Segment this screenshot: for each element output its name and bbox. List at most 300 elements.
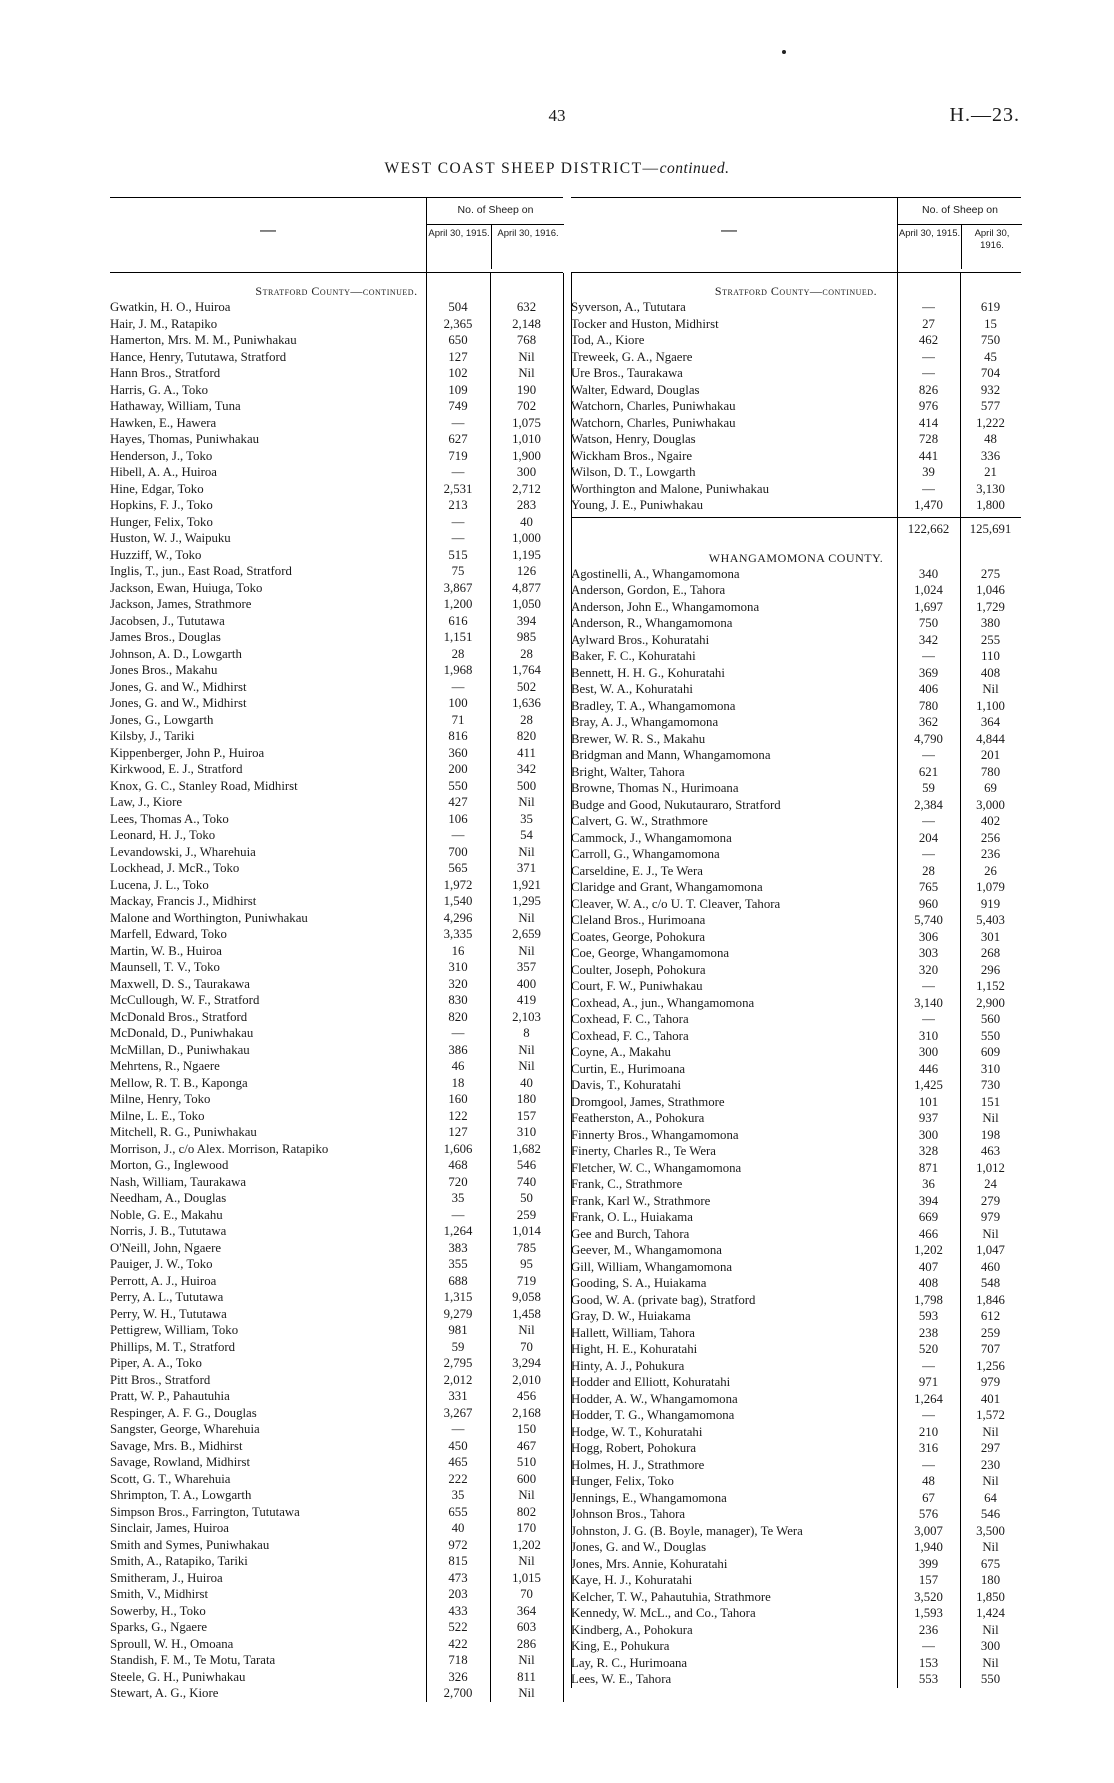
table-row	[110, 646, 563, 663]
sheep-1915: 3,520	[914, 1589, 943, 1604]
table-row	[110, 1339, 563, 1356]
holder-name: Tocker and Huston, Midhirst	[571, 316, 719, 331]
sheep-1916: 609	[980, 1045, 1001, 1059]
sheep-1915: 700	[448, 844, 468, 859]
sheep-1916: 2,148	[512, 316, 541, 331]
sheep-1916: 2,712	[512, 481, 541, 496]
holder-name: Jones, G., Lowgarth	[110, 712, 214, 727]
sheep-1915: 446	[918, 1061, 939, 1076]
table-row	[110, 1174, 563, 1191]
holder-name: Holmes, H. J., Strathmore	[571, 1457, 705, 1472]
sheep-1916: 408	[980, 665, 1001, 680]
sheep-1916: 371	[516, 861, 537, 875]
holder-name: McMillan, D., Puniwhakau	[110, 1042, 250, 1057]
holder-name: Frank, O. L., Huiakama	[571, 1210, 693, 1224]
sheep-1915: 1,470	[914, 498, 943, 512]
holder-name: Hallett, William, Tahora	[571, 1325, 695, 1340]
sheep-1915: 355	[448, 1257, 468, 1271]
sheep-1916: 64	[984, 1490, 997, 1505]
holder-name: Curtin, E., Hurimoana	[571, 1061, 686, 1076]
table-row	[571, 1358, 1021, 1375]
sheep-1915: 303	[918, 946, 939, 960]
table-row	[571, 431, 1021, 448]
holder-name: Gooding, S. A., Huiakama	[571, 1276, 707, 1290]
holder-name: Mehrtens, R., Ngaere	[110, 1059, 220, 1073]
table-row	[110, 778, 563, 795]
sheep-1916: 750	[980, 333, 1001, 347]
sheep-1916: 456	[516, 1389, 537, 1403]
sheep-1915: —	[451, 1026, 465, 1040]
sheep-1916: 919	[980, 896, 1001, 911]
holder-name: Aylward Bros., Kohuratahi	[571, 632, 710, 647]
table-row	[571, 1638, 1021, 1655]
holder-name: Jones, G. and W., Midhirst	[110, 679, 247, 694]
holder-name: Lay, R. C., Hurimoana	[571, 1655, 688, 1670]
table-row	[571, 1539, 1021, 1556]
table-row	[110, 761, 563, 778]
sheep-1916: 707	[980, 1342, 1001, 1356]
sheep-1916: 612	[980, 1309, 1001, 1323]
sheep-1916: 463	[980, 1144, 1001, 1158]
holder-name: Kennedy, W. McL., and Co., Tahora	[571, 1606, 756, 1620]
table-row	[110, 1273, 563, 1290]
sheep-1916: Nil	[518, 1323, 535, 1337]
table-row	[571, 1127, 1021, 1144]
table-row	[110, 1223, 563, 1240]
holder-name: Sowerby, H., Toko	[110, 1603, 206, 1618]
holder-name: Anderson, R., Whangamomona	[571, 616, 733, 630]
table-row	[110, 877, 563, 894]
sheep-1915: 826	[918, 382, 939, 397]
sheep-1915: 1,972	[443, 877, 473, 892]
table-row	[571, 1308, 1021, 1325]
holder-name: Perry, A. L., Tututawa	[110, 1290, 224, 1304]
sheep-1915: 160	[448, 1092, 468, 1106]
sheep-1916: 460	[980, 1259, 1001, 1274]
sheep-1916: 560	[980, 1012, 1001, 1026]
holder-name: Hunger, Felix, Toko	[571, 1474, 674, 1488]
sheep-1915: 383	[448, 1240, 468, 1255]
sheep-1915: 1,264	[914, 1391, 943, 1406]
sheep-1915: 106	[448, 811, 468, 826]
table-row	[110, 1190, 563, 1207]
holder-name: Steele, G. H., Puniwhakau	[110, 1669, 246, 1684]
holder-name: Hodder, A. W., Whangamomona	[571, 1391, 738, 1406]
sheep-1916: 40	[520, 1075, 533, 1090]
holder-name: Sangster, George, Wharehuia	[110, 1422, 260, 1436]
holder-name: Jones, G. and W., Douglas	[571, 1540, 707, 1554]
sheep-1916: 780	[980, 764, 1001, 779]
sheep-1916: 1,846	[976, 1292, 1005, 1307]
sheep-1916: 402	[980, 814, 1001, 828]
holder-name: Savage, Rowland, Midhirst	[110, 1455, 251, 1469]
sheep-1915: —	[451, 1207, 465, 1222]
holder-name: Watson, Henry, Douglas	[571, 432, 696, 446]
table-row	[571, 813, 1021, 830]
sheep-1916: 70	[520, 1587, 533, 1601]
table-row	[571, 1292, 1021, 1309]
holder-name: Kindberg, A., Pohokura	[571, 1622, 693, 1637]
holder-name: McDonald, D., Puniwhakau	[110, 1026, 254, 1040]
sheep-1915: 407	[918, 1259, 939, 1274]
sheep-1916: 190	[516, 382, 537, 397]
holder-name: Johnson Bros., Tahora	[571, 1507, 686, 1521]
sheep-1916: 268	[980, 946, 1001, 960]
holder-name: Pitt Bros., Stratford	[110, 1372, 211, 1387]
table-row	[110, 1388, 563, 1405]
sheep-1916: 1,046	[976, 583, 1005, 597]
table-row	[571, 1275, 1021, 1292]
county-heading: Stratford County—continued.	[714, 284, 878, 298]
holder-name: Maunsell, T. V., Toko	[110, 960, 220, 974]
table-row	[571, 995, 1021, 1012]
sheep-1916: 301	[980, 929, 1001, 944]
sheep-1915: 310	[918, 1028, 939, 1043]
table-row	[571, 1523, 1021, 1540]
holder-name: Scott, G. T., Wharehuia	[110, 1471, 231, 1486]
table-row	[110, 1124, 563, 1141]
table-row	[571, 929, 1021, 946]
sheep-1916: 15	[984, 316, 997, 331]
sheep-1915: 101	[918, 1094, 939, 1109]
holder-name: Bradley, T. A., Whangamomona	[571, 698, 736, 713]
sheep-1915: 1,425	[914, 1078, 943, 1092]
holder-name: Kelcher, T. W., Pahautuhia, Strathmore	[571, 1589, 771, 1604]
holder-name: Jackson, Ewan, Huiuga, Toko	[110, 580, 263, 595]
sheep-1915: 1,315	[443, 1290, 473, 1304]
table-row	[571, 912, 1021, 929]
holder-name: Needham, A., Douglas	[110, 1191, 227, 1205]
table-row	[571, 879, 1021, 896]
holder-name: Hodge, W. T., Kohuratahi	[571, 1424, 703, 1439]
sheep-1916: 4,877	[512, 580, 541, 595]
table-row	[571, 830, 1021, 847]
sheep-1915: 3,335	[443, 927, 473, 941]
sheep-1916: Nil	[518, 795, 535, 809]
sheep-1916: 719	[516, 1273, 537, 1288]
table-row	[110, 464, 563, 481]
table-row	[571, 448, 1021, 465]
header-dash: —	[721, 222, 737, 239]
table-row	[571, 863, 1021, 880]
sheep-1916: 40	[520, 514, 533, 529]
sheep-1916: 342	[516, 762, 537, 776]
sheep-1915: 46	[451, 1059, 465, 1073]
sheep-1915: 48	[922, 1474, 935, 1488]
sheep-1915: 2,384	[914, 797, 943, 812]
page-title	[0, 160, 1114, 178]
table-row	[571, 1506, 1021, 1523]
sheep-1915: 688	[448, 1273, 468, 1288]
sheep-1916: 357	[516, 960, 537, 974]
sheep-1916: 28	[520, 712, 533, 727]
holder-name: Piper, A. A., Toko	[110, 1356, 202, 1370]
holder-name: Hawken, E., Hawera	[110, 415, 217, 430]
sheep-1916: 8	[523, 1026, 530, 1040]
sheep-1915: 320	[918, 962, 939, 977]
sheep-1915: 1,024	[914, 583, 943, 597]
holder-name: Geever, M., Whangamomona	[571, 1243, 722, 1257]
table-row	[110, 1603, 563, 1620]
holder-name: Carroll, G., Whangamomona	[571, 847, 720, 861]
table-row	[110, 728, 563, 745]
sheep-1916: 151	[980, 1094, 1001, 1109]
holder-name: Milne, L. E., Toko	[110, 1108, 205, 1123]
holder-name: Hodder, T. G., Whangamomona	[571, 1408, 735, 1422]
table-row	[110, 1553, 563, 1570]
sheep-1916: Nil	[518, 349, 535, 364]
table-row	[110, 662, 563, 679]
holder-name: Johnston, J. G. (B. Boyle, manager), Te Wera	[571, 1523, 803, 1538]
sheep-1915: 394	[918, 1193, 939, 1208]
sheep-1916: 1,012	[976, 1160, 1005, 1175]
table-row	[571, 978, 1021, 995]
sheep-1915: 3,140	[914, 995, 943, 1010]
right-rows-whangamomona	[571, 566, 1021, 1688]
table-row	[110, 910, 563, 927]
holder-name: Coxhead, F. C., Tahora	[571, 1028, 689, 1043]
sheep-1916: 1,152	[976, 979, 1005, 993]
holder-name: Coe, George, Whangamomona	[571, 946, 730, 960]
table-row	[571, 780, 1021, 797]
table-row	[571, 1011, 1021, 1028]
sheep-1916: 1,079	[976, 880, 1005, 894]
table-row	[571, 481, 1021, 498]
page-speck	[782, 50, 786, 54]
total-1915: 122,662	[907, 521, 950, 536]
sheep-1915: 815	[448, 1554, 468, 1568]
sheep-1915: 360	[448, 745, 468, 760]
sheep-1916: 510	[516, 1455, 537, 1469]
sheep-1915: 450	[448, 1438, 468, 1453]
sheep-1916: 259	[516, 1207, 537, 1222]
holder-name: Lees, Thomas A., Toko	[110, 811, 229, 826]
header-dash: —	[260, 222, 276, 239]
holder-name: Jennings, E., Whangamomona	[571, 1490, 727, 1505]
sheep-1916: 69	[984, 781, 997, 795]
sheep-1916: 35	[520, 811, 533, 826]
holder-name: Hinty, A. J., Pohukura	[571, 1358, 685, 1373]
right-table	[571, 197, 1021, 1688]
sheep-1916: 1,729	[976, 599, 1005, 614]
holder-name: Wickham Bros., Ngaire	[571, 448, 693, 463]
sheep-1916: Nil	[982, 1424, 999, 1439]
sheep-1915: 300	[918, 1045, 939, 1059]
holder-name: Finnerty Bros., Whangamomona	[571, 1127, 739, 1142]
table-row	[110, 943, 563, 960]
sheep-1916: Nil	[518, 1059, 535, 1073]
holder-name: Mellow, R. T. B., Kaponga	[110, 1075, 248, 1090]
sheep-1916: 70	[520, 1339, 533, 1354]
table-row	[571, 797, 1021, 814]
sheep-1915: 35	[451, 1191, 465, 1205]
sheep-1916: 256	[980, 830, 1001, 845]
sheep-1916: 500	[516, 778, 537, 793]
sheep-1916: 675	[980, 1556, 1001, 1571]
table-row	[110, 1586, 563, 1603]
sheep-1915: —	[451, 415, 465, 430]
holder-name: Pettigrew, William, Toko	[110, 1323, 239, 1337]
holder-name: Coates, George, Pohokura	[571, 929, 706, 944]
header-group-title: No. of Sheep on	[457, 204, 534, 216]
holder-name: Claridge and Grant, Whangamomona	[571, 880, 763, 894]
sheep-1915: 830	[448, 993, 468, 1007]
sheep-1915: 127	[448, 349, 468, 364]
sheep-1916: 236	[980, 847, 1001, 861]
sheep-1916: 54	[520, 828, 533, 842]
table-row	[571, 1226, 1021, 1243]
table-row	[110, 1075, 563, 1092]
sheep-1915: 2,012	[443, 1372, 473, 1387]
holder-name: Huzziff, W., Toko	[110, 547, 202, 562]
table-row	[110, 976, 563, 993]
sheep-1916: 24	[984, 1177, 997, 1191]
county-heading: Stratford County—continued.	[255, 284, 418, 298]
holder-name: Gee and Burch, Tahora	[571, 1226, 690, 1241]
holder-name: Hine, Edgar, Toko	[110, 481, 204, 496]
table-row	[110, 1256, 563, 1273]
sheep-1915: 960	[918, 896, 939, 911]
sheep-1915: —	[451, 828, 465, 842]
left-table	[110, 197, 563, 1702]
sheep-1915: 515	[448, 547, 468, 562]
sheep-1916: 1,100	[976, 698, 1005, 713]
sheep-1916: Nil	[518, 943, 535, 958]
sheep-1915: 28	[922, 863, 935, 878]
sheep-1916: 279	[980, 1193, 1001, 1208]
table-row	[110, 316, 563, 333]
sheep-1916: Nil	[982, 1655, 999, 1670]
table-row	[110, 1141, 563, 1158]
sheep-1916: 400	[516, 976, 537, 991]
sheep-1915: 550	[448, 778, 468, 793]
sheep-1916: Nil	[982, 1622, 999, 1637]
table-row	[571, 582, 1021, 599]
sheep-1916: 546	[980, 1507, 1001, 1521]
table-row	[110, 1619, 563, 1636]
sheep-1916: 820	[516, 729, 537, 743]
sheep-1916: 1,015	[512, 1570, 541, 1585]
sheep-1916: 702	[516, 399, 537, 413]
sheep-1916: 419	[516, 993, 537, 1007]
sheep-1916: 380	[980, 616, 1001, 630]
sheep-1916: 126	[516, 564, 537, 578]
sheep-1915: 937	[918, 1111, 939, 1125]
sheep-1915: 127	[448, 1125, 468, 1139]
sheep-1916: 95	[520, 1257, 533, 1271]
table-row	[110, 299, 563, 316]
table-row	[571, 382, 1021, 399]
holder-name: Kilsby, J., Tariki	[110, 729, 195, 743]
holder-name: Smith, A., Ratapiko, Tariki	[110, 1554, 248, 1568]
holder-name: Finerty, Charles R., Te Wera	[571, 1144, 716, 1158]
sheep-1915: 468	[448, 1158, 468, 1172]
holder-name: Walter, Edward, Douglas	[571, 382, 700, 397]
holder-name: Hodder and Elliott, Kohuratahi	[571, 1375, 731, 1389]
sheep-1915: 433	[448, 1603, 468, 1618]
table-row	[110, 1058, 563, 1075]
table-row	[571, 398, 1021, 415]
sheep-1916: 1,047	[976, 1243, 1005, 1257]
table-row	[571, 1440, 1021, 1457]
sheep-1916: 275	[980, 566, 1001, 581]
table-row	[571, 566, 1021, 583]
holder-name: Bray, A. J., Whangamomona	[571, 715, 719, 729]
holder-name: Harris, G. A., Toko	[110, 382, 209, 397]
sheep-1915: 342	[918, 632, 939, 647]
table-row	[110, 1405, 563, 1422]
table-row	[110, 695, 563, 712]
holder-name: Syverson, A., Tututara	[571, 300, 686, 314]
sheep-1916: 3,294	[512, 1356, 541, 1370]
right-rows-stratford	[571, 299, 1021, 514]
holder-name: Martin, W. B., Huiroa	[110, 943, 222, 958]
holder-name: Huston, W. J., Waipuku	[110, 531, 231, 545]
holder-name: Savage, Mrs. B., Midhirst	[110, 1438, 243, 1453]
table-row	[110, 1487, 563, 1504]
sheep-1916: 1,572	[976, 1408, 1005, 1422]
sheep-1916: 730	[980, 1078, 1001, 1092]
table-row	[110, 431, 563, 448]
sheep-1916: 2,900	[976, 995, 1005, 1010]
holder-name: Hamerton, Mrs. M. M., Puniwhakau	[110, 333, 297, 347]
holder-name: Lees, W. E., Tahora	[571, 1672, 672, 1686]
table-row	[110, 1108, 563, 1125]
table-row	[110, 926, 563, 943]
sheep-1915: 102	[448, 366, 468, 380]
sheep-1916: 336	[980, 448, 1001, 463]
sheep-1916: 1,222	[976, 415, 1005, 430]
table-row	[110, 1685, 563, 1702]
table-row	[110, 1504, 563, 1521]
holder-name: Calvert, G. W., Strathmore	[571, 814, 708, 828]
sheep-1915: 3,867	[443, 580, 473, 595]
sheep-1915: 1,968	[443, 663, 473, 677]
table-row	[110, 1355, 563, 1372]
sheep-1916: 4,844	[976, 731, 1005, 746]
sheep-1916: Nil	[518, 366, 535, 380]
sheep-1916: 985	[516, 630, 537, 644]
table-row	[571, 632, 1021, 649]
sheep-1915: 972	[448, 1537, 468, 1552]
sheep-1915: 422	[448, 1636, 468, 1651]
table-row	[110, 1207, 563, 1224]
table-row	[110, 1009, 563, 1026]
sheep-1915: 408	[918, 1276, 939, 1290]
holder-name: Bennett, H. H. G., Kohuratahi	[571, 665, 725, 680]
holder-name: Hathaway, William, Tuna	[110, 399, 241, 413]
table-row	[571, 1556, 1021, 1573]
holder-name: Simpson Bros., Farrington, Tututawa	[110, 1504, 300, 1519]
table-row	[571, 1605, 1021, 1622]
table-row	[571, 1457, 1021, 1474]
sheep-1916: 45	[984, 349, 997, 364]
sheep-1915: 1,940	[914, 1540, 943, 1554]
sheep-1915: 780	[918, 698, 939, 713]
sheep-1915: —	[922, 979, 935, 993]
holder-name: Hopkins, F. J., Toko	[110, 498, 213, 512]
table-row	[571, 665, 1021, 682]
holder-name: Agostinelli, A., Whangamomona	[571, 566, 740, 581]
table-row	[571, 846, 1021, 863]
table-row	[110, 1669, 563, 1686]
table-row	[110, 481, 563, 498]
sheep-1916: 1,295	[512, 894, 541, 908]
sheep-1916: 1,850	[976, 1589, 1005, 1604]
holder-name: Hayes, Thomas, Puniwhakau	[110, 432, 260, 446]
holder-name: Perry, W. H., Tututawa	[110, 1306, 227, 1321]
sheep-1916: 364	[516, 1603, 537, 1618]
